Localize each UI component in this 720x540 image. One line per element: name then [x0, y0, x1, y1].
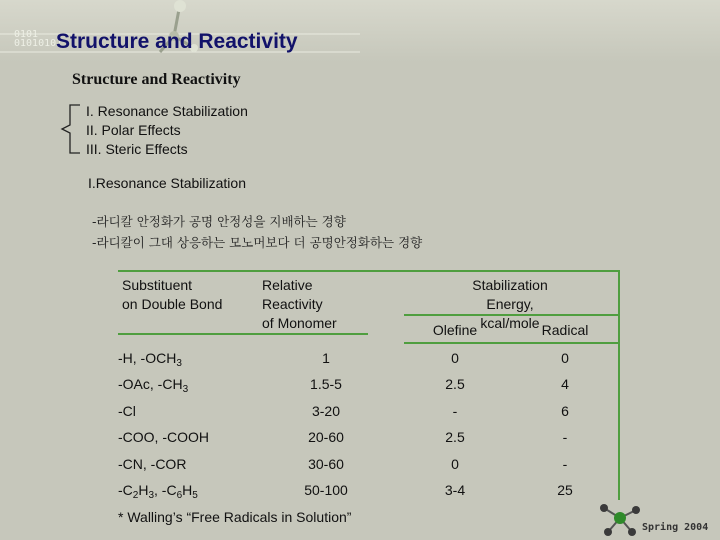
korean-note-line: -라디칼이 그대 상응하는 모노머보다 더 공명안정화하는 경향 [92, 235, 423, 250]
header-substituent: Substituent on Double Bond [122, 277, 223, 312]
reactivity-cell: 20-60 [308, 429, 344, 445]
footer-label: Spring 2004 [642, 522, 709, 533]
outline-item: I. Resonance Stabilization [86, 103, 248, 119]
table-top-rule [118, 270, 618, 272]
olefine-cell: 3-4 [444, 482, 466, 498]
outline-bracket [58, 103, 84, 155]
header-binary-decor: 0101 01010101 [14, 29, 63, 49]
radical-cell: - [562, 429, 568, 445]
outline-item: II. Polar Effects [86, 122, 181, 138]
molecule-logo-icon [596, 496, 642, 538]
table-side-rule [618, 270, 620, 500]
substituent-cell: -OAc, $-CH_3$ [118, 376, 189, 395]
substituent-cell: -COO, -COOH [118, 429, 209, 445]
olefine-cell: 2.5 [445, 429, 465, 445]
slide-subtitle: Structure and Reactivity [72, 71, 241, 88]
radical-cell: 25 [557, 482, 573, 498]
table-header-rule-left [118, 333, 368, 335]
radical-cell: 0 [561, 350, 569, 366]
header-olefine: Olefine [432, 322, 478, 338]
reactivity-cell: 50-100 [304, 482, 348, 498]
substituent-cell: $-C_2H_3$, $-C_6H_5$ [118, 482, 198, 501]
footnote: * Walling’s “Free Radicals in Solution” [118, 509, 352, 525]
outline-item: III. Steric Effects [86, 141, 188, 157]
olefine-cell: 0 [451, 456, 459, 472]
substituent-cell: -CN, -COR [118, 456, 187, 472]
table-header-rule-right-bottom [404, 342, 618, 344]
page-title: Structure and Reactivity [56, 30, 298, 53]
korean-note-line: -라디칼 안정화가 공명 안정성을 지배하는 경향 [92, 214, 346, 229]
radical-cell: 6 [561, 403, 569, 419]
reactivity-cell: 3-20 [311, 403, 341, 419]
header-stabilization-energy: Stabilization Energy, kcal/mole [472, 277, 548, 331]
reactivity-cell: 1 [322, 350, 330, 366]
substituent-cell: -Cl [118, 403, 136, 419]
substituent-cell: -H, $-OCH_3$ [118, 350, 182, 369]
reactivity-cell: 1.5-5 [310, 376, 342, 392]
korean-notes [92, 211, 422, 253]
outline-list [86, 102, 248, 159]
section-heading: I.Resonance Stabilization [88, 175, 246, 191]
header-reactivity: Relative Reactivity of Monomer [262, 277, 337, 331]
header-bar [0, 0, 720, 62]
reactivity-cell: 30-60 [308, 456, 344, 472]
olefine-cell: - [452, 403, 458, 419]
radical-cell: 4 [561, 376, 569, 392]
olefine-cell: 2.5 [445, 376, 465, 392]
header-radical: Radical [541, 322, 589, 338]
olefine-cell: 0 [451, 350, 459, 366]
stabilization-table [118, 270, 620, 500]
radical-cell: - [562, 456, 568, 472]
